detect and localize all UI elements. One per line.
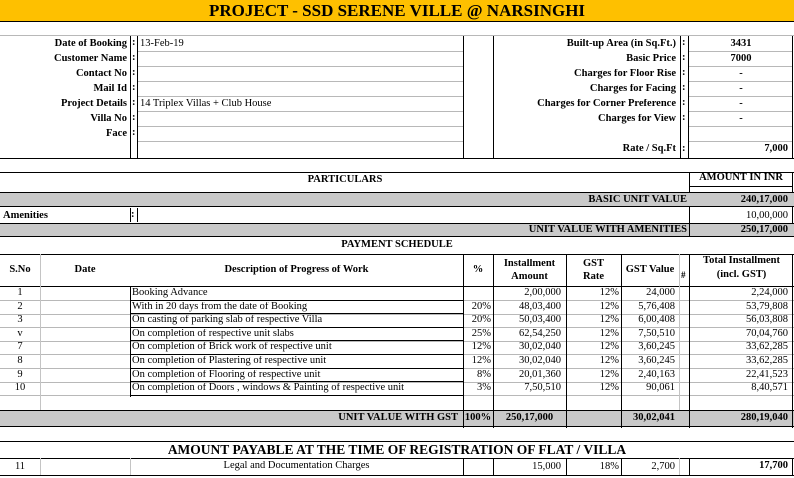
cell-pct: 25% (471, 329, 491, 339)
registration-total: 17,700 (759, 461, 788, 471)
amenities-value: 10,00,000 (746, 211, 788, 221)
registration-rate: 18% (599, 462, 619, 472)
info-label: Mail Id (93, 84, 127, 94)
cell-rate: 12% (599, 370, 619, 380)
cell-rate: 12% (599, 315, 619, 325)
cell-sno: 9 (17, 370, 23, 380)
cell-amount: 7,50,510 (524, 383, 561, 393)
cell-sno: 2 (17, 302, 23, 312)
cell-total: 2,24,000 (751, 288, 788, 298)
cell-total: 56,03,808 (746, 315, 788, 325)
info-label: Date of Booking (54, 39, 127, 49)
info-colon: : (132, 83, 136, 93)
property-label: Built-up Area (in Sq.Ft.) (566, 39, 676, 49)
cell-rate: 12% (599, 383, 619, 393)
cell-amount: 30,02,040 (519, 356, 561, 366)
cell-pct: 3% (477, 383, 491, 393)
info-colon: : (132, 98, 136, 108)
col-date: Date (74, 265, 96, 275)
col-description: Description of Progress of Work (224, 265, 369, 275)
property-colon: : (682, 113, 686, 123)
cell-sno: 3 (17, 315, 23, 325)
cell-gst: 7,50,510 (638, 329, 675, 339)
cell-amount: 48,03,400 (519, 302, 561, 312)
cell-total: 53,79,808 (746, 302, 788, 312)
cell-gst: 5,76,408 (638, 302, 675, 312)
cell-pct (463, 288, 491, 300)
cell-desc: On completion of Plastering of respective unit (132, 356, 327, 366)
col-percent: % (472, 265, 484, 275)
col-total: Total Installment (703, 256, 780, 266)
property-label: Basic Price (626, 54, 676, 64)
cell-gst: 2,40,163 (638, 370, 675, 380)
info-label: Project Details (61, 99, 127, 109)
property-label: Charges for Facing (589, 84, 676, 94)
col-gst-value: GST Value (625, 265, 675, 275)
info-colon: : (132, 68, 136, 78)
col-sno: S.No (9, 265, 31, 275)
info-label: Contact No (75, 69, 127, 79)
cell-rate: 12% (599, 342, 619, 352)
cell-gst: 6,00,408 (638, 315, 675, 325)
cell-pct: 8% (477, 370, 491, 380)
cell-desc: On completion of Flooring of respective unit (132, 370, 321, 380)
cell-pct: 20% (471, 302, 491, 312)
rate-value: 7,000 (764, 144, 788, 154)
cell-total: 8,40,571 (751, 383, 788, 393)
property-value-field[interactable]: - (739, 84, 743, 94)
cell-rate: 12% (599, 288, 619, 298)
col-installment-2: Amount (511, 272, 548, 282)
info-value-field[interactable] (140, 84, 460, 96)
registration-gst: 2,700 (651, 462, 675, 472)
registration-amount: 15,000 (532, 462, 561, 472)
registration-sno: 11 (14, 462, 26, 472)
unit-amenities-value: 250,17,000 (740, 225, 788, 235)
property-value-field[interactable]: - (739, 114, 743, 124)
col-total-2: (incl. GST) (716, 270, 767, 280)
total-amount: 250,17,000 (505, 413, 554, 423)
basic-unit-label: BASIC UNIT VALUE (588, 195, 687, 205)
cell-amount: 20,01,360 (519, 370, 561, 380)
cell-pct: 12% (471, 356, 491, 366)
info-colon: : (132, 53, 136, 63)
cell-sno: 10 (14, 383, 26, 393)
info-colon: : (132, 113, 136, 123)
rate-label: Rate / Sq.Ft (622, 144, 676, 154)
property-colon: : (682, 83, 686, 93)
cell-sno: 8 (17, 356, 23, 366)
cell-pct: 12% (471, 342, 491, 352)
basic-unit-value: 240,17,000 (740, 195, 788, 205)
property-label: Charges for Corner Preference (537, 99, 676, 109)
unit-amenities-label: UNIT VALUE WITH AMENITIES (528, 225, 687, 235)
cell-gst: 24,000 (646, 288, 675, 298)
info-value-field[interactable] (140, 129, 460, 141)
info-label: Customer Name (54, 54, 127, 64)
property-value-field[interactable]: 7000 (730, 54, 752, 64)
cell-sno: v (17, 329, 23, 339)
cell-amount: 62,54,250 (519, 329, 561, 339)
cell-desc: On completion of Doors , windows & Painting of respective unit (132, 383, 405, 393)
cell-total: 33,62,285 (746, 342, 788, 352)
page-title: PROJECT - SSD SERENE VILLE @ NARSINGHI (0, 0, 794, 22)
info-colon: : (132, 38, 136, 48)
amount-heading: AMOUNT IN INR (699, 173, 783, 183)
total-percent: 100% (464, 413, 492, 423)
cell-amount: 2,00,000 (524, 288, 561, 298)
property-colon: : (682, 38, 686, 48)
info-label: Villa No (90, 114, 127, 124)
cell-desc: On completion of Brick work of respective unit (132, 342, 332, 352)
cell-total: 70,04,760 (746, 329, 788, 339)
property-colon: : (682, 53, 686, 63)
cell-sno: 7 (17, 342, 23, 352)
amenities-label: Amenities (3, 211, 48, 221)
property-value-field[interactable]: - (739, 99, 743, 109)
info-value-field[interactable]: 14 Triplex Villas + Club House (140, 99, 272, 109)
payment-schedule-heading: PAYMENT SCHEDULE (341, 240, 453, 250)
info-value-field[interactable] (140, 54, 460, 66)
cell-gst: 90,061 (646, 383, 675, 393)
registration-desc: Legal and Documentation Charges (223, 461, 370, 471)
cell-gst: 3,60,245 (638, 342, 675, 352)
col-hash: # (681, 271, 686, 280)
property-label: Charges for View (598, 114, 676, 124)
property-colon: : (682, 68, 686, 78)
particulars-heading: PARTICULARS (307, 175, 383, 185)
info-colon: : (132, 128, 136, 138)
cell-desc: Booking Advance (132, 288, 208, 298)
info-value-field[interactable] (140, 69, 460, 81)
cell-gst: 3,60,245 (638, 356, 675, 366)
property-label: Charges for Floor Rise (574, 69, 676, 79)
cell-total: 22,41,523 (746, 370, 788, 380)
cell-rate: 12% (599, 356, 619, 366)
cell-total: 33,62,285 (746, 356, 788, 366)
col-gst: GST (582, 259, 604, 269)
info-value-field[interactable]: 13-Feb-19 (140, 39, 184, 49)
property-value-field[interactable]: - (739, 69, 743, 79)
col-gst-2: Rate (583, 272, 604, 282)
cell-pct: 20% (471, 315, 491, 325)
cell-rate: 12% (599, 329, 619, 339)
cell-desc: On casting of parking slab of respective Villa (132, 315, 323, 325)
registration-heading: AMOUNT PAYABLE AT THE TIME OF REGISTRATION OF FLAT / VILLA (167, 442, 627, 457)
col-installment: Installment (503, 259, 556, 269)
info-value-field[interactable] (140, 114, 460, 126)
total-label: UNIT VALUE WITH GST (338, 413, 458, 423)
cell-desc: With in 20 days from the date of Booking (132, 302, 308, 312)
property-value-field[interactable]: 3431 (730, 39, 752, 49)
cell-amount: 50,03,400 (519, 315, 561, 325)
cell-rate: 12% (599, 302, 619, 312)
total-gst: 30,02,041 (633, 413, 675, 423)
cell-desc: On completion of respective unit slabs (132, 329, 294, 339)
property-colon: : (682, 98, 686, 108)
cell-amount: 30,02,040 (519, 342, 561, 352)
total-value: 280,19,040 (740, 413, 788, 423)
cell-sno: 1 (17, 288, 23, 298)
info-label: Face (106, 129, 127, 139)
